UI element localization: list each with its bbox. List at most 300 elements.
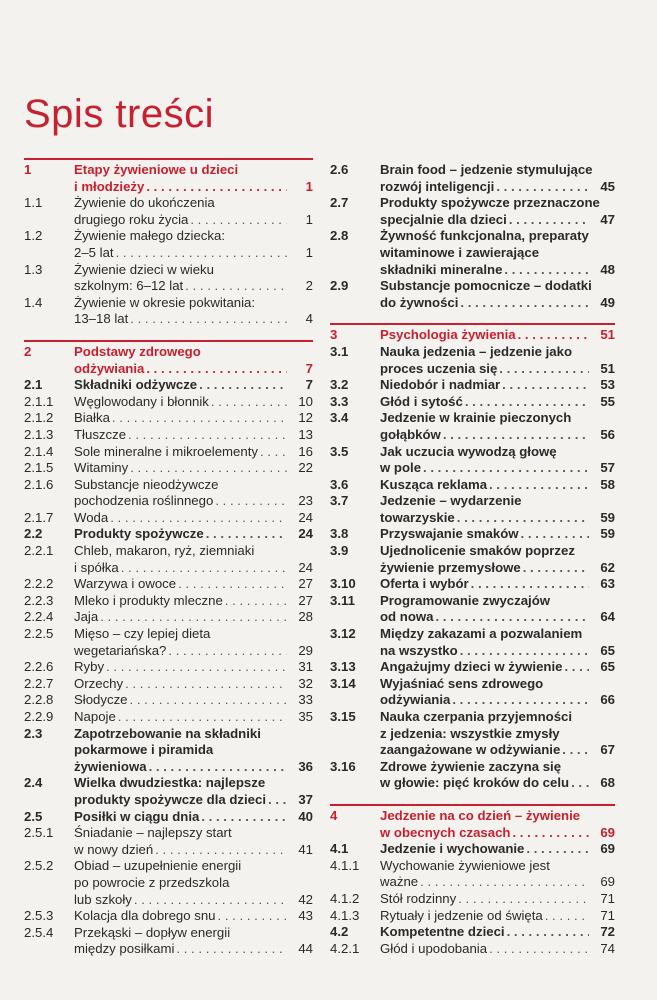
toc-entry-title-line: Przekąski – dopływ energii xyxy=(74,924,231,940)
toc-entry-page: 63 xyxy=(600,576,615,592)
toc-entry-page: 22 xyxy=(298,460,313,476)
leader-dots xyxy=(225,593,287,610)
leader-dots xyxy=(168,643,287,660)
toc-entry-title-line: na wszystko xyxy=(380,642,458,658)
toc-entry-number: 2.1.1 xyxy=(24,393,54,409)
toc-entry-page: 65 xyxy=(600,642,615,658)
leader-dots xyxy=(118,709,287,726)
toc-entry xyxy=(24,477,313,510)
toc-entry-page: 42 xyxy=(298,891,313,907)
toc-entry-number: 4.1.2 xyxy=(330,890,360,906)
toc-entry-title-line: Przyswajanie smaków xyxy=(380,526,519,542)
toc-entry-title-line: Wielka dwudziestka: najlepsze xyxy=(74,775,266,791)
toc-entry-title-line: Żywność funkcjonalna, preparaty xyxy=(380,228,589,244)
toc-entry-page: 69 xyxy=(600,824,615,840)
toc-entry-title-line: Sole mineralne i mikroelementy xyxy=(74,443,258,459)
toc-entry-title-line: proces uczenia się xyxy=(380,360,498,376)
toc-entry-title-line: pochodzenia roślinnego xyxy=(74,493,214,509)
toc-entry-page: 28 xyxy=(298,609,313,625)
toc-entry-page: 7 xyxy=(305,377,313,393)
toc-entry-page: 65 xyxy=(600,659,615,675)
toc-entry xyxy=(330,410,615,443)
toc-entry-page: 1 xyxy=(305,178,313,194)
toc-entry-title-line: Zapotrzebowanie na składniki xyxy=(74,725,261,741)
toc-entry-number: 4.2 xyxy=(330,924,349,940)
toc-entry-page: 29 xyxy=(298,642,313,658)
toc-entry-number: 3.2 xyxy=(330,377,349,393)
page-title: Spis treści xyxy=(24,92,214,136)
toc-entry-number: 2.5.4 xyxy=(24,924,54,940)
toc-entry-title-line: produkty spożywcze dla dzieci xyxy=(74,791,266,807)
toc-entry xyxy=(330,858,615,891)
toc-entry-title-line: Kusząca reklama xyxy=(380,476,488,492)
chapter-rule xyxy=(330,323,615,325)
toc-entry-page: 10 xyxy=(298,393,313,409)
toc-entry-page: 41 xyxy=(298,841,313,857)
leader-dots xyxy=(460,643,589,660)
toc-entry xyxy=(24,775,313,808)
toc-entry-page: 23 xyxy=(298,493,313,509)
toc-entry xyxy=(330,908,615,925)
toc-entry-title-line: gołąbków xyxy=(380,426,441,442)
toc-entry-title-line: odżywiania xyxy=(74,360,145,376)
toc-entry-title-line: Angażujmy dzieci w żywienie xyxy=(380,659,563,675)
toc-entry-title-line: Psychologia żywienia xyxy=(380,327,516,343)
toc-entry-number: 3.8 xyxy=(330,526,349,542)
toc-entry-number: 2.2.2 xyxy=(24,576,54,592)
toc-entry-page: 51 xyxy=(600,360,615,376)
toc-entry-number: 1.3 xyxy=(24,261,43,277)
toc-entry-title-line: i spółka xyxy=(74,559,119,575)
toc-entry-title-line: 2–5 lat xyxy=(74,244,114,260)
toc-entry xyxy=(24,593,313,610)
toc-entry xyxy=(330,841,615,858)
toc-entry-title-line: Zdrowe żywienie zaczyna się xyxy=(380,758,562,774)
toc-entry-page: 16 xyxy=(298,443,313,459)
toc-entry-title-line: Słodycze xyxy=(74,692,128,708)
toc-entry-number: 2.9 xyxy=(330,278,349,294)
toc-entry-title-line: odżywiania xyxy=(380,692,451,708)
toc-entry-page: 51 xyxy=(600,327,615,343)
toc-entry-title-line: Chleb, makaron, ryż, ziemniaki xyxy=(74,543,255,559)
toc-entry xyxy=(330,477,615,494)
leader-dots xyxy=(435,609,589,626)
leader-dots xyxy=(460,295,589,312)
toc-entry-title-line: Jak uczucia wywodzą głowę xyxy=(380,443,557,459)
toc-entry-title-line: Żywienie do ukończenia xyxy=(74,195,215,211)
toc-entry-title-line: Witaminy xyxy=(74,460,129,476)
toc-entry xyxy=(24,543,313,576)
toc-entry-page: 59 xyxy=(600,509,615,525)
toc-entry-number: 2.6 xyxy=(330,162,349,177)
leader-dots xyxy=(130,311,287,328)
leader-dots xyxy=(423,460,589,477)
toc-entry-title-line: Produkty spożywcze xyxy=(74,526,204,542)
toc-entry-number: 1.1 xyxy=(24,195,43,211)
leader-dots xyxy=(465,394,589,411)
toc-entry-number: 3.10 xyxy=(330,576,356,592)
toc-entry-page: 67 xyxy=(600,742,615,758)
toc-entry-title-line: Programowanie zwyczajów xyxy=(380,592,551,608)
leader-dots xyxy=(443,427,589,444)
toc-entry-title-line: Rytuały i jedzenie od święta xyxy=(380,907,543,923)
toc-entry-title-line: Warzywa i owoce xyxy=(74,576,177,592)
toc-entry-title-line: Jedzenie w krainie pieczonych xyxy=(380,410,572,426)
toc-entry-number: 2.2.7 xyxy=(24,675,54,691)
toc-entry-title-line: 13–18 lat xyxy=(74,311,129,327)
leader-dots xyxy=(176,941,287,958)
toc-entry-title-line: składniki mineralne xyxy=(380,261,503,277)
toc-entry-number: 2.7 xyxy=(330,195,349,211)
leader-dots xyxy=(260,444,287,461)
toc-entry xyxy=(330,327,615,344)
toc-entry xyxy=(24,908,313,925)
toc-entry-page: 27 xyxy=(298,592,313,608)
leader-dots xyxy=(146,179,287,196)
toc-entry xyxy=(24,460,313,477)
toc-entry xyxy=(24,659,313,676)
toc-entry-title-line: Nauka czerpania przyjemności xyxy=(380,709,573,724)
chapter-rule xyxy=(24,158,313,160)
toc-entry-title-line: Głód i sytość xyxy=(380,393,463,409)
toc-entry-page: 12 xyxy=(298,410,313,426)
toc-entry xyxy=(24,626,313,659)
leader-dots xyxy=(571,775,589,792)
toc-entry-page: 40 xyxy=(298,808,313,824)
toc-entry-title-line: wegetariańska? xyxy=(74,642,167,658)
toc-entry xyxy=(330,377,615,394)
toc-entry-page: 37 xyxy=(298,791,313,807)
toc-entry-title-line: Kompetentne dzieci xyxy=(380,924,505,940)
toc-entry xyxy=(330,659,615,676)
toc-entry xyxy=(330,709,615,759)
toc-entry-number: 2.2.8 xyxy=(24,692,54,708)
toc-entry-number: 4.2.1 xyxy=(330,940,360,956)
toc-entry-number: 2.4 xyxy=(24,775,43,791)
leader-dots xyxy=(149,759,287,776)
toc-entry-page: 66 xyxy=(600,692,615,708)
leader-dots xyxy=(489,477,589,494)
leader-dots xyxy=(134,892,287,909)
toc-entry xyxy=(330,526,615,543)
toc-entry-title-line: rozwój inteligencji xyxy=(380,178,495,194)
leader-dots xyxy=(489,941,589,958)
leader-dots xyxy=(116,245,287,262)
toc-entry xyxy=(24,709,313,726)
toc-entry-number: 4.1.3 xyxy=(330,907,360,923)
toc-entry-number: 4 xyxy=(330,807,338,823)
leader-dots xyxy=(268,792,287,809)
leader-dots xyxy=(512,825,589,842)
toc-entry-title-line: Ujednolicenie smaków poprzez xyxy=(380,543,575,559)
leader-dots xyxy=(201,809,287,826)
leader-dots xyxy=(420,874,589,891)
toc-entry-title-line: Jedzenie na co dzień – żywienie xyxy=(380,807,581,823)
toc-entry-title-line: Żywienie w okresie pokwitania: xyxy=(74,294,256,310)
toc-entry xyxy=(330,394,615,411)
toc-entry-page: 1 xyxy=(305,211,313,227)
toc-entry xyxy=(24,609,313,626)
toc-entry-title-line: Wychowanie żywieniowe jest xyxy=(380,857,550,873)
leader-dots xyxy=(457,510,589,527)
toc-entry-number: 3.12 xyxy=(330,626,356,642)
toc-entry xyxy=(330,195,615,228)
leader-dots xyxy=(130,460,287,477)
toc-entry-title-line: Obiad – uzupełnienie energii xyxy=(74,858,242,874)
toc-entry-number: 4.1.1 xyxy=(330,857,360,873)
toc-entry xyxy=(330,676,615,709)
leader-dots xyxy=(562,742,589,759)
toc-entry-number: 2.1.3 xyxy=(24,426,54,442)
toc-entry-number: 2.2 xyxy=(24,526,43,542)
toc-entry xyxy=(330,891,615,908)
toc-entry-page: 49 xyxy=(600,294,615,310)
toc-column-right xyxy=(330,162,615,957)
toc-entry-page: 35 xyxy=(298,709,313,724)
toc-entry xyxy=(24,228,313,261)
toc-entry-page: 72 xyxy=(600,924,615,940)
toc-entry xyxy=(330,941,615,958)
toc-entry xyxy=(24,809,313,826)
toc-entry-title-line: szkolnym: 6–12 lat xyxy=(74,278,184,294)
toc-entry-page: 48 xyxy=(600,261,615,277)
toc-entry-title-line: Oferta i wybór xyxy=(380,576,469,592)
toc-entry-title-line: ważne xyxy=(380,874,419,890)
toc-entry-title-line: Produkty spożywcze przeznaczone xyxy=(380,195,600,211)
toc-entry-title-line: żywienie przemysłowe xyxy=(380,559,521,575)
toc-entry-title-line: Brain food – jedzenie stymulujące xyxy=(380,162,593,177)
leader-dots xyxy=(128,427,287,444)
toc-entry-page: 68 xyxy=(600,775,615,791)
toc-entry-number: 2.2.4 xyxy=(24,609,54,625)
toc-entry-page: 55 xyxy=(600,393,615,409)
toc-entry-title-line: po powrocie z przedszkola xyxy=(74,874,230,890)
toc-entry-page: 62 xyxy=(600,559,615,575)
toc-entry xyxy=(330,228,615,278)
chapter-rule xyxy=(330,804,615,806)
toc-entry-title-line: Napoje xyxy=(74,709,116,724)
toc-entry-title-line: Ryby xyxy=(74,659,105,675)
leader-dots xyxy=(564,659,589,676)
toc-entry-page: 59 xyxy=(600,526,615,542)
leader-dots xyxy=(526,841,589,858)
toc-entry-page: 69 xyxy=(600,841,615,857)
toc-entry-number: 2.2.3 xyxy=(24,592,54,608)
toc-entry-title-line: lub szkoły xyxy=(74,891,132,907)
leader-dots xyxy=(130,692,287,709)
toc-entry-number: 1.2 xyxy=(24,228,43,244)
leader-dots xyxy=(218,908,287,925)
toc-entry-number: 3.11 xyxy=(330,592,355,608)
toc-entry-page: 71 xyxy=(600,890,615,906)
toc-column-left xyxy=(24,162,313,958)
toc-entry-page: 45 xyxy=(600,178,615,194)
leader-dots xyxy=(496,179,589,196)
toc-entry-page: 53 xyxy=(600,377,615,393)
toc-entry xyxy=(330,344,615,377)
toc-entry-number: 3.3 xyxy=(330,393,349,409)
toc-entry-title-line: Głód i upodobania xyxy=(380,940,488,956)
leader-dots xyxy=(545,908,589,925)
toc-entry-number: 2.1.2 xyxy=(24,410,54,426)
toc-entry-page: 71 xyxy=(600,907,615,923)
toc-entry-number: 3.6 xyxy=(330,476,349,492)
toc-entry-number: 3.5 xyxy=(330,443,349,459)
toc-entry xyxy=(24,410,313,427)
toc-entry-number: 2.1.7 xyxy=(24,509,54,525)
leader-dots xyxy=(100,609,287,626)
toc-entry xyxy=(330,924,615,941)
toc-entry-title-line: Żywienie dzieci w wieku xyxy=(74,261,214,277)
toc-entry-number: 3.15 xyxy=(330,709,356,724)
toc-entry-title-line: Podstawy zdrowego xyxy=(74,343,201,359)
toc-entry xyxy=(330,759,615,792)
toc-entry-page: 1 xyxy=(305,244,313,260)
toc-entry-number: 3.14 xyxy=(330,675,356,691)
toc-entry-title-line: między posiłkami xyxy=(74,941,175,957)
toc-entry xyxy=(330,444,615,477)
leader-dots xyxy=(121,560,287,577)
toc-entry xyxy=(330,808,615,841)
toc-entry-title-line: Mięso – czy lepiej dieta xyxy=(74,626,211,642)
toc-entry-number: 2.5 xyxy=(24,808,43,824)
toc-entry-number: 2.1.4 xyxy=(24,443,54,459)
toc-entry-number: 2.8 xyxy=(330,228,349,244)
toc-entry-title-line: Nauka jedzenia – jedzenie jako xyxy=(380,343,573,359)
toc-entry-number: 3.1 xyxy=(330,343,349,359)
leader-dots xyxy=(110,510,287,527)
toc-entry-title-line: w głowie: pięć kroków do celu xyxy=(380,775,570,791)
toc-entry xyxy=(24,295,313,328)
leader-dots xyxy=(178,576,287,593)
toc-entry-number: 2.3 xyxy=(24,725,43,741)
toc-entry-title-line: Jedzenie i wychowanie xyxy=(380,841,525,857)
toc-entry xyxy=(24,726,313,776)
leader-dots xyxy=(471,576,589,593)
toc-entry-number: 3.13 xyxy=(330,659,356,675)
toc-entry-page: 33 xyxy=(298,692,313,708)
toc-entry xyxy=(24,510,313,527)
toc-entry xyxy=(24,162,313,195)
toc-entry-number: 2.1.6 xyxy=(24,476,54,492)
toc-entry-title-line: witaminowe i zawierające xyxy=(380,244,540,260)
toc-entry xyxy=(330,278,615,311)
toc-entry-page: 27 xyxy=(298,576,313,592)
leader-dots xyxy=(190,212,287,229)
toc-entry-page: 32 xyxy=(298,675,313,691)
leader-dots xyxy=(502,377,589,394)
leader-dots xyxy=(199,377,287,394)
toc-entry-page: 57 xyxy=(600,460,615,476)
toc-entry-title-line: Kolacja dla dobrego snu xyxy=(74,908,216,924)
toc-entry-number: 2.2.9 xyxy=(24,709,54,724)
toc-entry-number: 2.1.5 xyxy=(24,460,54,476)
toc-entry-page: 56 xyxy=(600,426,615,442)
toc-entry-title-line: Składniki odżywcze xyxy=(74,377,198,393)
toc-entry-page: 69 xyxy=(600,874,615,890)
leader-dots xyxy=(499,361,589,378)
leader-dots xyxy=(211,394,287,411)
toc-entry-title-line: Etapy żywieniowe u dzieci xyxy=(74,162,239,177)
toc-entry-title-line: Białka xyxy=(74,410,110,426)
toc-entry-title-line: Wyjaśniać sens zdrowego xyxy=(380,675,544,691)
toc-entry xyxy=(24,262,313,295)
toc-entry-title-line: w obecnych czasach xyxy=(380,824,511,840)
toc-entry xyxy=(330,626,615,659)
toc-entry-title-line: od nowa xyxy=(380,609,434,625)
toc-entry xyxy=(330,493,615,526)
toc-entry-page: 74 xyxy=(600,940,615,956)
toc-entry xyxy=(24,195,313,228)
toc-entry-title-line: żywieniowa xyxy=(74,758,147,774)
toc-entry xyxy=(24,427,313,444)
toc-entry-title-line: w pole xyxy=(380,460,422,476)
toc-entry xyxy=(24,925,313,958)
toc-entry-title-line: towarzyskie xyxy=(380,509,455,525)
toc-entry-title-line: Tłuszcze xyxy=(74,426,127,442)
toc-entry-title-line: Między zakazami a pozwalaniem xyxy=(380,626,583,642)
toc-entry-title-line: Stół rodzinny xyxy=(380,890,457,906)
toc-entry-title-line: w nowy dzień xyxy=(74,841,154,857)
leader-dots xyxy=(125,676,287,693)
leader-dots xyxy=(206,526,287,543)
toc-entry-title-line: i młodzieży xyxy=(74,178,145,194)
toc-entry-number: 2.2.5 xyxy=(24,626,54,642)
toc-entry-number: 1.4 xyxy=(24,294,43,310)
toc-entry xyxy=(24,676,313,693)
toc-entry-title-line: pokarmowe i piramida xyxy=(74,742,214,758)
toc-entry-title-line: Orzechy xyxy=(74,675,124,691)
toc-entry xyxy=(24,858,313,908)
leader-dots xyxy=(507,924,589,941)
toc-entry-number: 2 xyxy=(24,343,32,359)
toc-entry-title-line: Woda xyxy=(74,509,109,525)
toc-entry-page: 24 xyxy=(298,559,313,575)
toc-entry-page: 13 xyxy=(298,426,313,442)
leader-dots xyxy=(509,212,589,229)
toc-entry-page: 7 xyxy=(305,360,313,376)
leader-dots xyxy=(504,262,589,279)
toc-entry-title-line: Jedzenie – wydarzenie xyxy=(380,493,522,509)
toc-entry-page: 44 xyxy=(298,941,313,957)
leader-dots xyxy=(518,327,589,344)
toc-entry-page: 36 xyxy=(298,758,313,774)
toc-entry xyxy=(330,162,615,195)
toc-entry-number: 2.2.6 xyxy=(24,659,54,675)
toc-entry-number: 4.1 xyxy=(330,841,349,857)
toc-entry-page: 31 xyxy=(298,659,313,675)
toc-entry-title-line: zaangażowane w odżywianie xyxy=(380,742,561,758)
toc-entry-number: 3.9 xyxy=(330,543,349,559)
leader-dots xyxy=(452,692,589,709)
toc-entry xyxy=(330,593,615,626)
toc-entry-page: 24 xyxy=(298,526,313,542)
toc-entry-title-line: do żywności xyxy=(380,294,459,310)
leader-dots xyxy=(215,493,287,510)
toc-entry-title-line: Posiłki w ciągu dnia xyxy=(74,808,200,824)
leader-dots xyxy=(112,410,287,427)
toc-entry-page: 24 xyxy=(298,509,313,525)
toc-entry-title-line: specjalnie dla dzieci xyxy=(380,211,507,227)
toc-entry xyxy=(24,526,313,543)
toc-entry-page: 47 xyxy=(600,211,615,227)
toc-entry xyxy=(330,543,615,576)
toc-entry-page: 58 xyxy=(600,476,615,492)
leader-dots xyxy=(458,891,589,908)
toc-entry xyxy=(24,394,313,411)
toc-entry xyxy=(24,692,313,709)
toc-entry xyxy=(24,576,313,593)
